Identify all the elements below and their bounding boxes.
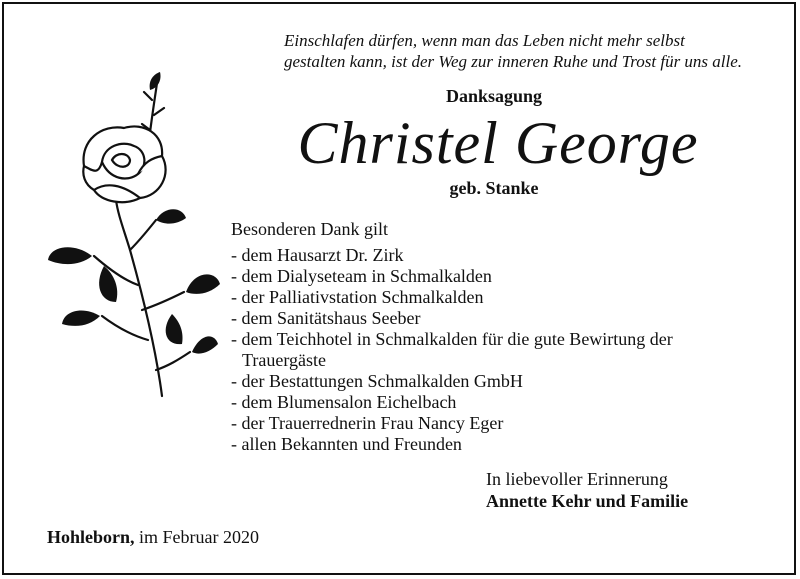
motto-line-2: gestalten kann, ist der Weg zur inneren Ruhe und Trost für uns alle. — [284, 52, 743, 71]
motto-quote — [284, 30, 784, 72]
list-item: - dem Sanitätshaus Seeber — [231, 308, 421, 328]
list-item: - der Bestattungen Schmalkalden GmbH — [231, 371, 523, 391]
town: Hohleborn, — [47, 527, 135, 547]
thanks-intro: Besonderen Dank gilt — [231, 219, 388, 239]
list-item: - der Trauerrednerin Frau Nancy Eger — [231, 413, 504, 433]
list-item: - allen Bekannten und Freunden — [231, 434, 462, 454]
closing-line: In liebevoller Erinnerung — [486, 469, 668, 489]
deceased-name: Christel George — [297, 110, 699, 176]
list-item: - dem Dialyseteam in Schmalkalden — [231, 266, 492, 286]
list-item: - dem Blumensalon Eichelbach — [231, 392, 457, 412]
place-date — [47, 527, 259, 548]
motto-line-1: Einschlafen dürfen, wenn man das Leben nicht mehr selbst — [284, 31, 685, 50]
signature: Annette Kehr und Familie — [486, 491, 689, 511]
list-item: - dem Teichhotel in Schmalkalden für die gute Bewirtung der Trauergäste — [231, 329, 673, 370]
heading: Danksagung — [445, 86, 543, 106]
maiden-name: geb. Stanke — [449, 178, 539, 198]
list-item: - dem Hausarzt Dr. Zirk — [231, 245, 404, 265]
thanks-list — [231, 245, 751, 455]
list-item: - der Palliativstation Schmalkalden — [231, 287, 484, 307]
date: im Februar 2020 — [139, 527, 259, 547]
rose-icon — [44, 70, 224, 400]
